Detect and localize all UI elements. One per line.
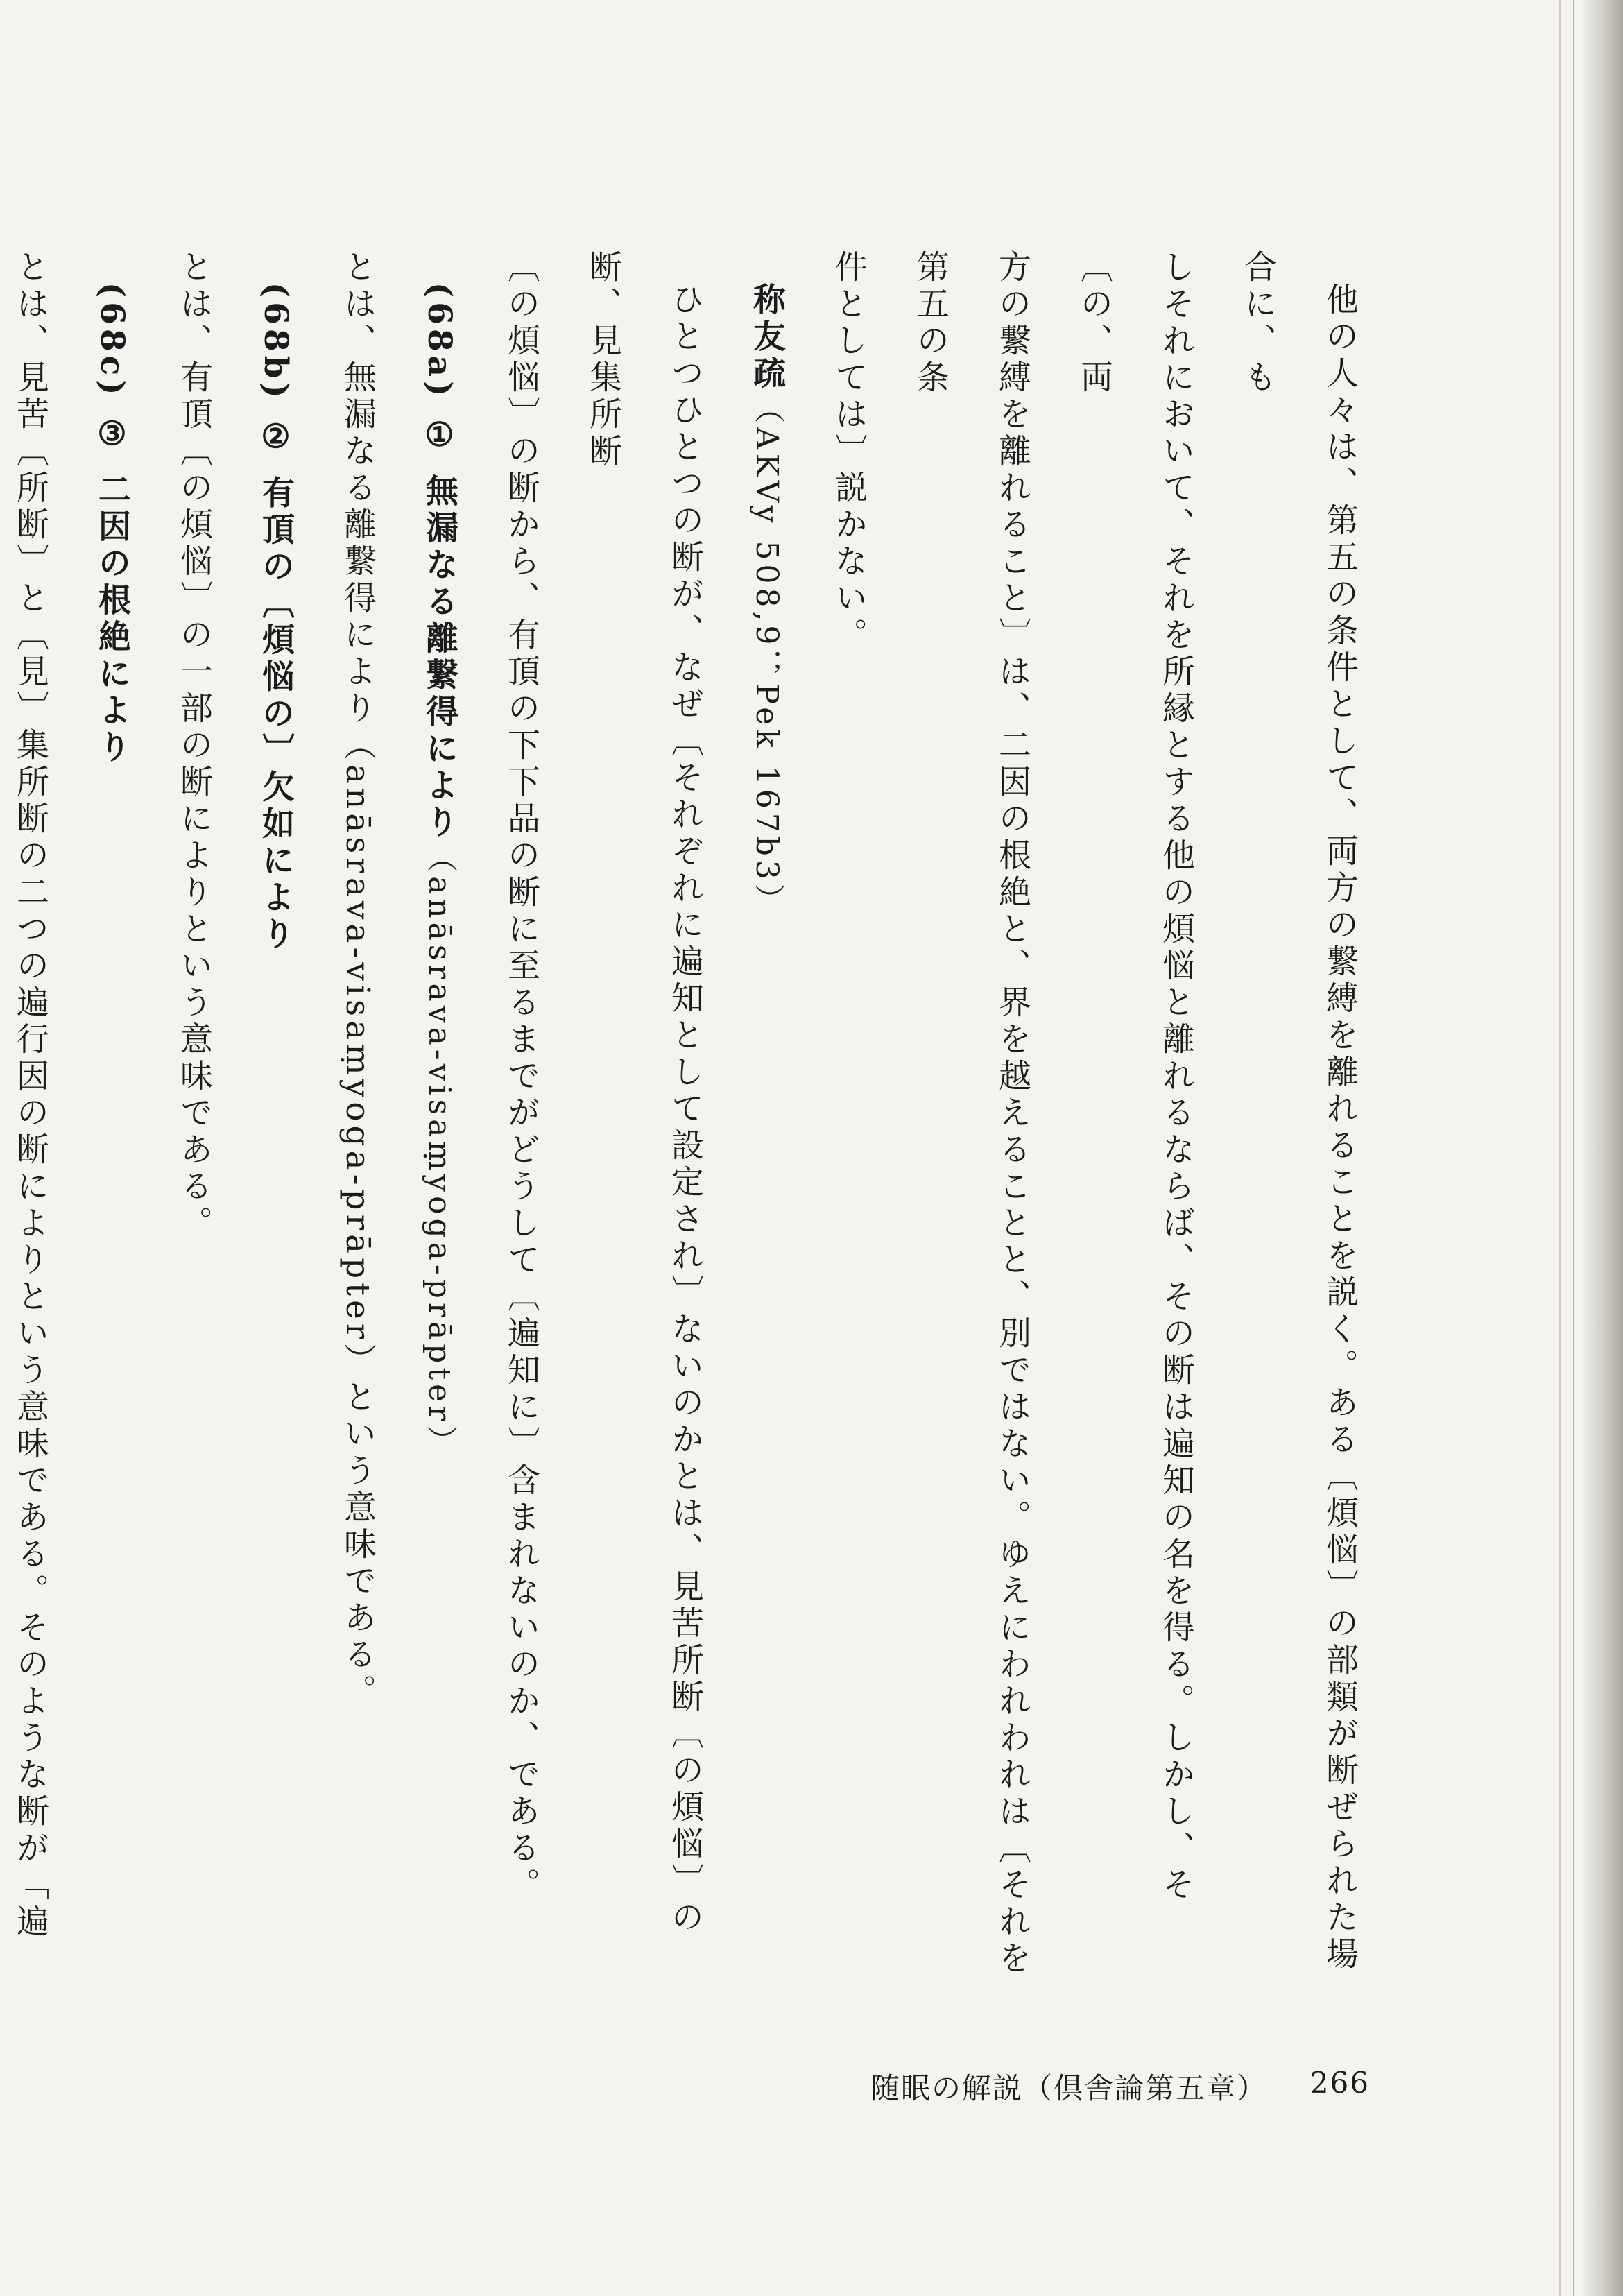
paragraph-68b: [153, 250, 234, 1984]
paragraph-commentary: [480, 250, 725, 1984]
scan-edge-shadow: [1583, 0, 1623, 2296]
text-line: 他の人々は、第五の条件として、両方の繋縛を離れることを説く。ある〔煩悩〕の部類が断ぜられた場合に、も: [1239, 250, 1359, 1973]
scan-line: [1573, 0, 1574, 2296]
heading-commentary: [725, 250, 807, 1984]
heading-68c: [71, 250, 153, 1984]
heading-68a-sanskrit: （anāsrava-visaṃyoga-prāpter）: [422, 841, 457, 1460]
text-line: 方の繋縛を離れること〕は、二因の根絶と、界を越えることと、別ではない。ゆえにわれわれは〔それを第五の条: [911, 250, 1031, 1978]
heading-68b-label: (68b) ② 有頂の〔煩悩の〕欠如により: [257, 282, 295, 954]
heading-68a-label: (68a) ① 無漏なる離繋得により: [420, 282, 458, 842]
running-title: 随眠の解説（倶舎論第五章）: [870, 2071, 1268, 2105]
commentary-reference: （AKVy 508,9；Pek 167b3）: [749, 393, 784, 918]
text-line: 〔の煩悩〕の断から、有頂の下下品の断に至るまでがどうして〔遍知に〕含まれないのか、である。: [502, 250, 540, 1904]
vertical-text-body: [11, 250, 1380, 1984]
paragraph-68c: [0, 250, 71, 1984]
text-line: とは、無漏なる離繋得により（anāsrava-visaṃyoga-prāpter）という意味である。: [338, 250, 377, 1711]
paragraph-others-view: [807, 250, 1380, 1984]
text-line: ひとつひとつの断が、なぜ〔それぞれに遍知として設定され〕ないのかとは、見苦所断〔の煩悩〕の断、見集所断: [584, 250, 704, 1937]
heading-68b: [234, 250, 316, 1984]
scan-line: [1559, 0, 1561, 2296]
page-number: 266: [1309, 2066, 1370, 2100]
text-line: とは、有頂〔の煩悩〕の一部の断によりという意味である。: [175, 250, 213, 1242]
heading-68c-label: (68c) ③ 二因の根絶により: [93, 282, 131, 767]
text-line: 件としては〕説かない。: [830, 250, 868, 654]
page-footer: [870, 2066, 1370, 2107]
text-line: しそれにおいて、それを所縁とする他の煩悩と離れるならば、その断は遍知の名を得る。しかし、そ〔の、両: [1075, 250, 1195, 1904]
paragraph-68a: [316, 250, 398, 1984]
commentary-title: 称友疏: [748, 282, 786, 393]
text-line: とは、見苦〔所断〕と〔見〕集所断の二つの遍行因の断によりという意味である。そのような断が「遍: [11, 250, 49, 1941]
heading-68a: [398, 250, 480, 1984]
